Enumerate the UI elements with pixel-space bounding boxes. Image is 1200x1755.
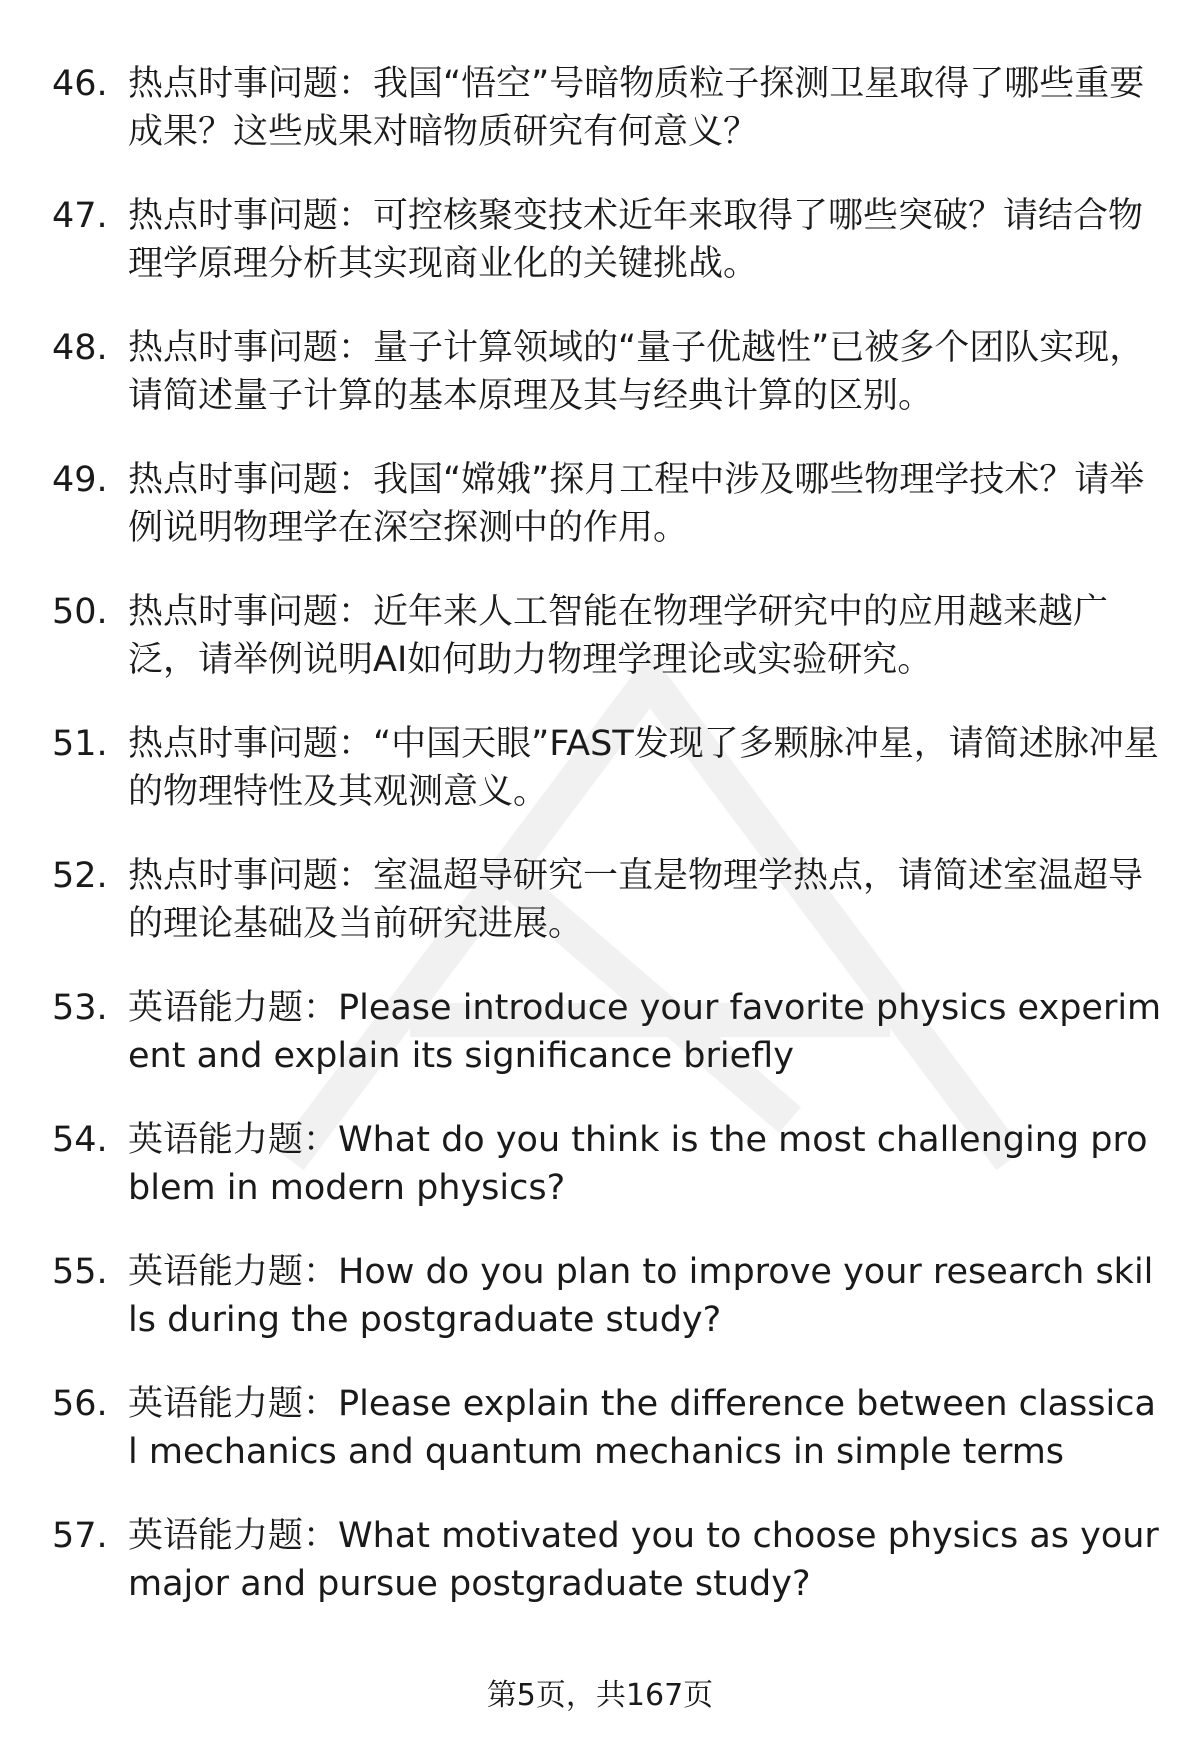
question-number: 47.: [52, 196, 108, 236]
question-number: 46.: [52, 64, 108, 104]
question-item: [52, 1116, 1162, 1212]
question-text: 热点时事问题：室温超导研究一直是物理学热点，请简述室温超导的理论基础及当前研究进展。: [128, 856, 1144, 944]
question-item: [52, 1380, 1162, 1476]
question-item: [52, 192, 1162, 288]
question-item: [52, 588, 1162, 684]
question-item: [52, 984, 1162, 1080]
question-text: 热点时事问题：近年来人工智能在物理学研究中的应用越来越广泛，请举例说明AI如何助力物理学理论或实验研究。: [128, 592, 1109, 680]
question-text: 英语能力题：What motivated you to choose physics as your major and pursue postgraduate study?: [128, 1516, 1159, 1604]
question-number: 54.: [52, 1120, 108, 1160]
question-text: 热点时事问题：“中国天眼”FAST发现了多颗脉冲星，请简述脉冲星的物理特性及其观测意义。: [128, 724, 1159, 812]
question-number: 48.: [52, 328, 108, 368]
question-text: 英语能力题：How do you plan to improve your research skills during the postgraduate study?: [128, 1252, 1154, 1340]
question-item: [52, 1512, 1162, 1608]
question-text: 英语能力题：What do you think is the most challenging problem in modern physics?: [128, 1120, 1148, 1208]
question-number: 51.: [52, 724, 108, 764]
question-item: [52, 720, 1162, 816]
question-text: 英语能力题：Please introduce your favorite physics experiment and explain its significance briefly: [128, 988, 1162, 1076]
question-text: 热点时事问题：我国“嫦娥”探月工程中涉及哪些物理学技术？请举例说明物理学在深空探测中的作用。: [128, 460, 1145, 548]
question-list: [52, 60, 1162, 1644]
question-item: [52, 456, 1162, 552]
question-number: 49.: [52, 460, 108, 500]
question-item: [52, 60, 1162, 156]
question-number: 50.: [52, 592, 108, 632]
question-number: 56.: [52, 1384, 108, 1424]
question-text: 热点时事问题：我国“悟空”号暗物质粒子探测卫星取得了哪些重要成果？这些成果对暗物质研究有何意义？: [128, 64, 1145, 152]
page-indicator: 第5页，共167页: [486, 1678, 714, 1713]
question-number: 55.: [52, 1252, 108, 1292]
question-text: 热点时事问题：量子计算领域的“量子优越性”已被多个团队实现，请简述量子计算的基本原理及其与经典计算的区别。: [128, 328, 1145, 416]
question-text: 热点时事问题：可控核聚变技术近年来取得了哪些突破？请结合物理学原理分析其实现商业化的关键挑战。: [128, 196, 1144, 284]
question-number: 53.: [52, 988, 108, 1028]
question-item: [52, 852, 1162, 948]
question-number: 52.: [52, 856, 108, 896]
question-item: [52, 1248, 1162, 1344]
question-number: 57.: [52, 1516, 108, 1556]
question-text: 英语能力题：Please explain the difference between classical mechanics and quantum mechanics in simple terms: [128, 1384, 1156, 1472]
question-item: [52, 324, 1162, 420]
